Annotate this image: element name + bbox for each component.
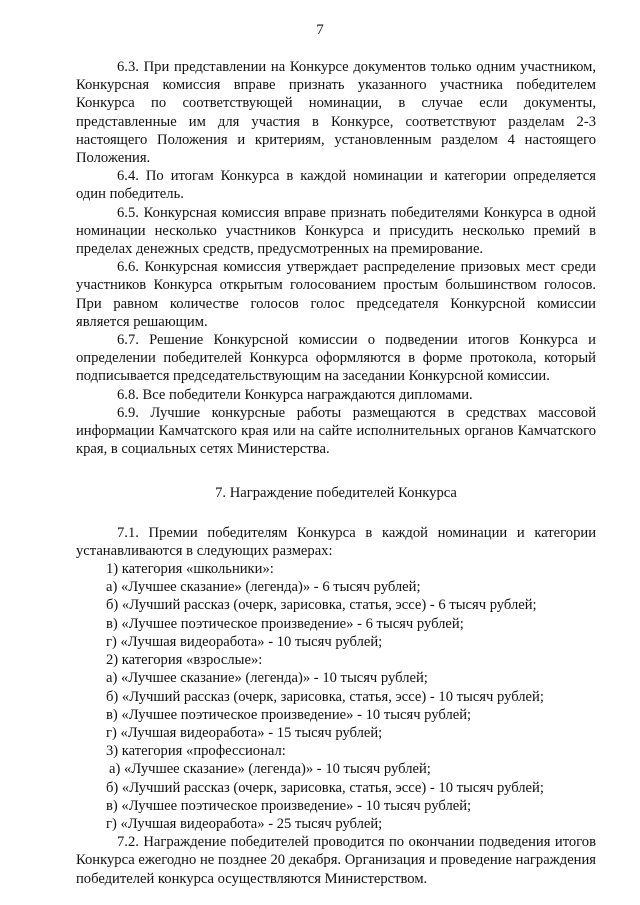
paragraph-6-9: 6.9. Лучшие конкурсные работы размещаются в средствах массовой информации Камчатского края или на сайте исполнительных органов Камчатского края, в социальных сетях Министерства. (76, 404, 596, 458)
section-heading: 7. Награждение победителей Конкурса (215, 485, 457, 502)
list-item: в) «Лучшее поэтическое произведение» - 10 тысяч рублей; (106, 797, 472, 814)
list-item: а) «Лучшее сказание» (легенда)» - 10 тысяч рублей; (106, 670, 428, 687)
list-item: 1) категория «школьники»: (106, 561, 274, 578)
list-item: а) «Лучшее сказание» (легенда)» - 10 тысяч рублей; (109, 761, 431, 778)
page-number: 7 (316, 22, 324, 38)
paragraph-6-5: 6.5. Конкурсная комиссия вправе признать победителями Конкурса в одной номинации несколько участников Конкурса и присудить несколько премий в пределах денежных средств, предусмотренных на премирование. (76, 204, 596, 258)
document-body (76, 58, 596, 888)
list-item: в) «Лучшее поэтическое произведение» - 10 тысяч рублей; (106, 706, 472, 723)
paragraph-6-6: 6.6. Конкурсная комиссия утверждает распределение призовых мест среди участников Конкурса открытым голосованием простым большинством голосов. При равном количестве голосов голос председателя Конкурсной комиссии является решающим. (76, 259, 596, 330)
paragraph-6-8: 6.8. Все победители Конкурса награждаются дипломами. (117, 386, 473, 403)
paragraph-7-1: 7.1. Премии победителям Конкурса в каждой номинации и категории устанавливаются в следующих размерах: (76, 524, 596, 559)
paragraph-6-4: 6.4. По итогам Конкурса в каждой номинации и категории определяется один победитель. (76, 168, 596, 203)
paragraph-6-7: 6.7. Решение Конкурсной комиссии о подведении итогов Конкурса и определении победителей Конкурса оформляются в форме протокола, который подписывается председательствующим на заседании Конкурсной комиссии. (76, 332, 596, 385)
paragraph-7-2: 7.2. Награждение победителей проводится по окончании подведения итогов Конкурса ежегодно не позднее 20 декабря. Организация и проведение награждения победителей конкурса осуществляются Министерством. (76, 834, 596, 887)
list-item: а) «Лучшее сказание» (легенда)» - 6 тысяч рублей; (106, 579, 421, 596)
list-item: 2) категория «взрослые»: (106, 652, 263, 669)
list-item: б) «Лучший рассказ (очерк, зарисовка, статья, эссе) - 10 тысяч рублей; (106, 779, 544, 796)
list-item: г) «Лучшая видеоработа» - 25 тысяч рублей; (106, 815, 383, 832)
list-item: г) «Лучшая видеоработа» - 10 тысяч рублей; (106, 633, 383, 650)
list-item: в) «Лучшее поэтическое произведение» - 6 тысяч рублей; (106, 615, 464, 632)
list-item: б) «Лучший рассказ (очерк, зарисовка, статья, эссе) - 6 тысяч рублей; (106, 597, 537, 614)
list-item: б) «Лучший рассказ (очерк, зарисовка, статья, эссе) - 10 тысяч рублей; (106, 688, 544, 705)
paragraph-6-3: 6.3. При представлении на Конкурсе документов только одним участником, Конкурсная комиссия вправе признать указанного участника победителем Конкурса по соответствующей номинации, в случае если документы, представленные им для участия в Конкурсе, соответствуют разделам 2-3 настоящего Положения и критериям, установленным разделом 4 настоящего Положения. (76, 59, 596, 167)
list-item: г) «Лучшая видеоработа» - 15 тысяч рублей; (106, 724, 383, 741)
list-item: 3) категория «профессионал: (106, 743, 286, 760)
